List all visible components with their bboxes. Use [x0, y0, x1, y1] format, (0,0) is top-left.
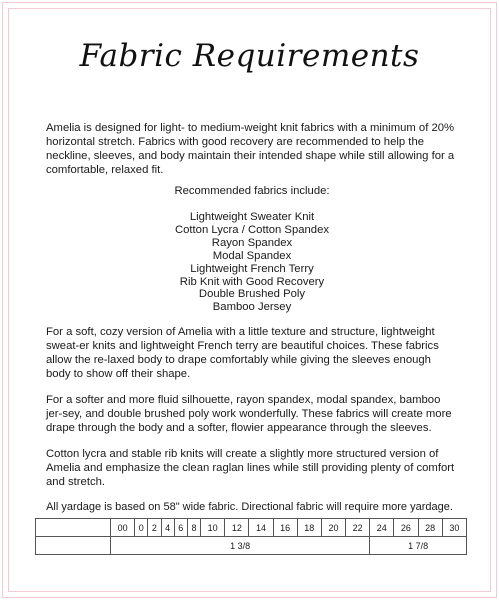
fabric-item: Rib Knit with Good Recovery [179, 275, 325, 288]
structured-version-paragraph: Cotton lycra and stable rib knits will create a slightly more structured version of Amelia and emphasize the clean raglan lines while still providing plenty of comfort and stretch. [46, 448, 455, 488]
size-cell: 22 [346, 519, 370, 537]
size-row [36, 519, 467, 537]
size-cell: 26 [394, 519, 418, 537]
fabric-item: Modal Spandex [212, 249, 292, 262]
fabric-item: Cotton Lycra / Cotton Spandex [174, 223, 330, 236]
size-cell: 16 [273, 519, 297, 537]
soft-version-paragraph: For a soft, cozy version of Amelia with a little texture and structure, lightweight sweat-er knits and lightweight French terry are beautiful choices. These fabrics allow the re-laxed body to drape comfortably while giving the sleeves enough body to show off their shape. [46, 326, 439, 380]
size-cell: 18 [297, 519, 321, 537]
yardage-cell: 1 3/8 [111, 537, 370, 555]
yardage-cell: 1 7/8 [370, 537, 467, 555]
yardage-table [35, 518, 467, 555]
recommended-heading: Recommended fabrics include: [174, 185, 330, 197]
fabric-item: Lightweight Sweater Knit [189, 211, 315, 223]
page-title: Fabric Requirements [79, 38, 420, 74]
size-cell: 10 [201, 519, 225, 537]
yardage-row-label [36, 537, 111, 555]
size-cell: 20 [321, 519, 345, 537]
size-cell: 28 [418, 519, 442, 537]
fabric-item: Double Brushed Poly [198, 288, 306, 301]
size-cell: 4 [161, 519, 174, 537]
fabric-item: Bamboo Jersey [212, 301, 292, 314]
intro-paragraph: Amelia is designed for light- to medium-weight knit fabrics with a minimum of 20% horizontal stretch. Fabrics with good recovery are recommended to help the neckline, sleeves, and body maintain their intended shape while still allowing for a comfortable, relaxed fit. [46, 122, 455, 176]
fabric-item: Lightweight French Terry [190, 262, 314, 275]
fluid-version-paragraph: For a softer and more fluid silhouette, rayon spandex, modal spandex, bamboo jer-sey, and double brushed poly work wonderfully. These fabrics will create more drape through the body and a softer, flowier appearance through the sleeves. [46, 394, 452, 434]
size-cell: 6 [174, 519, 187, 537]
yardage-row [36, 537, 467, 555]
size-cell: 0 [135, 519, 148, 537]
fabric-list [46, 211, 458, 314]
size-cell: 2 [148, 519, 161, 537]
size-cell: 00 [111, 519, 135, 537]
yardage-note: All yardage is based on 58" wide fabric. Directional fabric will require more yardage. [46, 501, 453, 513]
size-cell: 8 [187, 519, 200, 537]
size-cell: 30 [442, 519, 466, 537]
table-corner-cell [36, 519, 111, 537]
fabric-item: Rayon Spandex [211, 236, 293, 249]
size-cell: 12 [225, 519, 249, 537]
size-cell: 24 [370, 519, 394, 537]
size-cell: 14 [249, 519, 273, 537]
